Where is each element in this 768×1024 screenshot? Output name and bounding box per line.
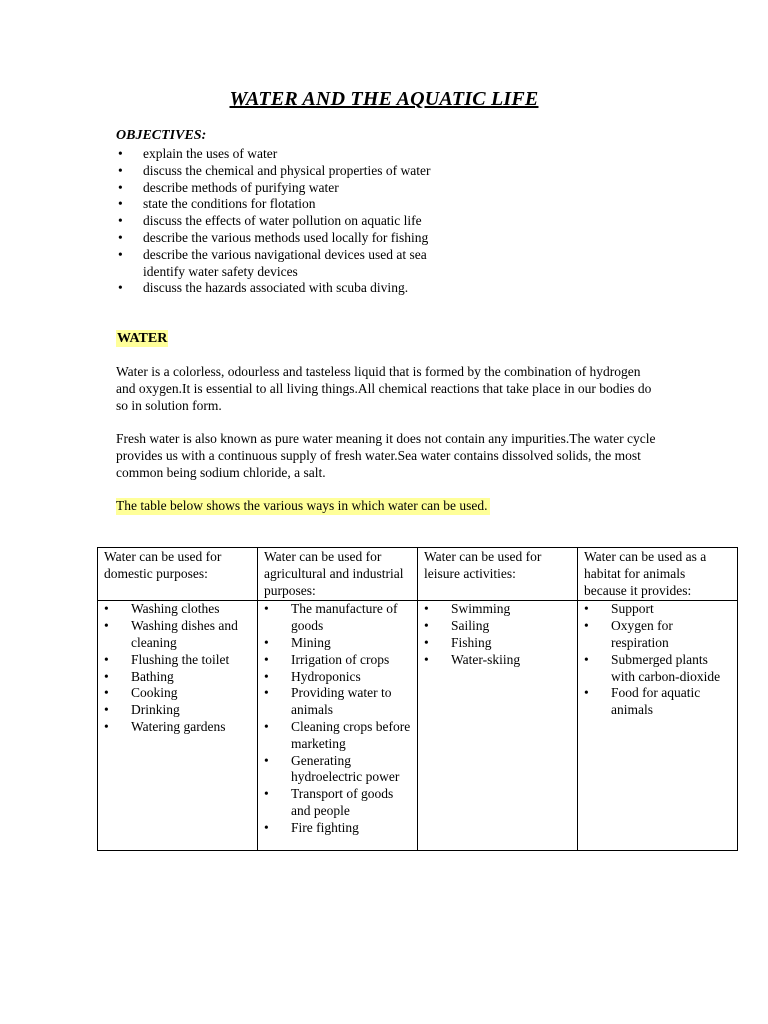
- header-leisure: Water can be used for leisure activities:: [418, 548, 578, 601]
- list-item: • Fire fighting: [264, 819, 359, 835]
- bullet-icon: •: [104, 651, 109, 667]
- bullet-icon: •: [424, 634, 429, 650]
- list-item: • The manufacture of goods: [264, 601, 398, 634]
- habitat-cell: [578, 601, 738, 851]
- domestic-cell: [98, 601, 258, 851]
- list-item: • Food for aquatic animals: [584, 685, 701, 718]
- list-item: • Sailing: [424, 618, 490, 634]
- water-paragraph-1: Water is a colorless, odourless and tasteless liquid that is formed by the combination of hydrogen and oxygen.It is essential to all living things.All chemical reactions that take place in our bodies do so in solution form.: [116, 364, 652, 413]
- water-uses-table: [97, 547, 738, 851]
- list-item: • Cleaning crops before marketing: [264, 718, 411, 751]
- bullet-icon: •: [264, 819, 269, 835]
- bullet-icon: •: [424, 651, 429, 667]
- water-paragraph-2: Fresh water is also known as pure water meaning it does not contain any impurities.The water cycle provides us with a continuous supply of fresh water.Sea water contains dissolved solids, the most common being sodium chloride, a salt.: [116, 431, 656, 480]
- bullet-icon: •: [264, 634, 269, 650]
- list-item: • Swimming: [424, 601, 511, 617]
- bullet-icon: •: [118, 246, 123, 262]
- bullet-icon: •: [584, 601, 589, 617]
- list-item: • discuss the effects of water pollution on aquatic life: [118, 213, 422, 229]
- bullet-icon: •: [264, 752, 269, 768]
- bullet-icon: •: [264, 668, 269, 684]
- list-item: • state the conditions for flotation: [118, 196, 316, 212]
- list-item: • describe methods of purifying water: [118, 179, 339, 195]
- bullet-icon: •: [264, 651, 269, 667]
- list-item: • Water-skiing: [424, 651, 521, 667]
- list-item: • Bathing: [104, 668, 174, 684]
- list-item: • describe the various methods used locally for fishing: [118, 229, 429, 245]
- bullet-icon: •: [424, 618, 429, 634]
- agricultural-cell: [258, 601, 418, 851]
- list-item: • Mining: [264, 634, 331, 650]
- bullet-icon: •: [264, 718, 269, 734]
- list-item: • Irrigation of crops: [264, 651, 390, 667]
- table-header-row: [98, 548, 738, 601]
- bullet-icon: •: [264, 685, 269, 701]
- list-item: • discuss the hazards associated with scuba diving.: [118, 280, 409, 296]
- bullet-icon: •: [118, 146, 123, 161]
- list-item: • Generating hydroelectric power: [264, 752, 400, 785]
- list-item: • Washing dishes and cleaning: [104, 618, 238, 650]
- list-item: identify water safety devices: [143, 263, 298, 279]
- bullet-icon: •: [104, 685, 109, 701]
- bullet-icon: •: [118, 280, 123, 296]
- list-item: • Flushing the toilet: [104, 651, 230, 667]
- bullet-icon: •: [104, 601, 109, 617]
- list-item: • Oxygen for respiration: [584, 618, 673, 650]
- bullet-icon: •: [118, 213, 123, 229]
- bullet-icon: •: [584, 651, 589, 667]
- list-item: • Washing clothes: [104, 601, 220, 617]
- list-item: • Watering gardens: [104, 718, 226, 734]
- bullet-icon: •: [584, 685, 589, 701]
- bullet-icon: •: [104, 702, 109, 718]
- bullet-icon: •: [104, 618, 109, 634]
- bullet-icon: •: [104, 718, 109, 734]
- objectives-list: [116, 146, 536, 297]
- list-item: • Support: [584, 601, 654, 617]
- water-heading: WATER: [117, 331, 168, 346]
- table-row: [98, 601, 738, 851]
- list-item: • explain the uses of water: [118, 146, 278, 161]
- bullet-icon: •: [118, 196, 123, 212]
- list-item: • Hydroponics: [264, 668, 361, 684]
- bullet-icon: •: [584, 618, 589, 634]
- page-title: WATER AND THE AQUATIC LIFE: [229, 88, 539, 110]
- bullet-icon: •: [118, 162, 123, 178]
- header-agricultural: Water can be used for agricultural and industrial purposes:: [258, 548, 418, 601]
- bullet-icon: •: [118, 179, 123, 195]
- list-item: • describe the various navigational devices used at sea: [118, 246, 427, 262]
- list-item: • Transport of goods and people: [264, 786, 394, 818]
- list-item: • Fishing: [424, 634, 492, 650]
- header-domestic: Water can be used for domestic purposes:: [98, 548, 258, 601]
- bullet-icon: •: [104, 668, 109, 684]
- list-item: • discuss the chemical and physical properties of water: [118, 162, 431, 178]
- header-habitat: Water can be used as a habitat for animals because it provides:: [578, 548, 738, 601]
- objectives-heading: OBJECTIVES:: [116, 128, 207, 143]
- leisure-cell: [418, 601, 578, 851]
- bullet-icon: •: [118, 229, 123, 245]
- list-item: • Drinking: [104, 702, 180, 718]
- bullet-icon: •: [264, 786, 269, 802]
- bullet-icon: •: [264, 601, 269, 617]
- list-item: • Cooking: [104, 685, 178, 701]
- list-item: • Providing water to animals: [264, 685, 392, 718]
- list-item: • Submerged plants with carbon-dioxide: [584, 651, 721, 684]
- highlighted-sentence: The table below shows the various ways in which water can be used.: [116, 498, 488, 513]
- bullet-icon: •: [424, 601, 429, 617]
